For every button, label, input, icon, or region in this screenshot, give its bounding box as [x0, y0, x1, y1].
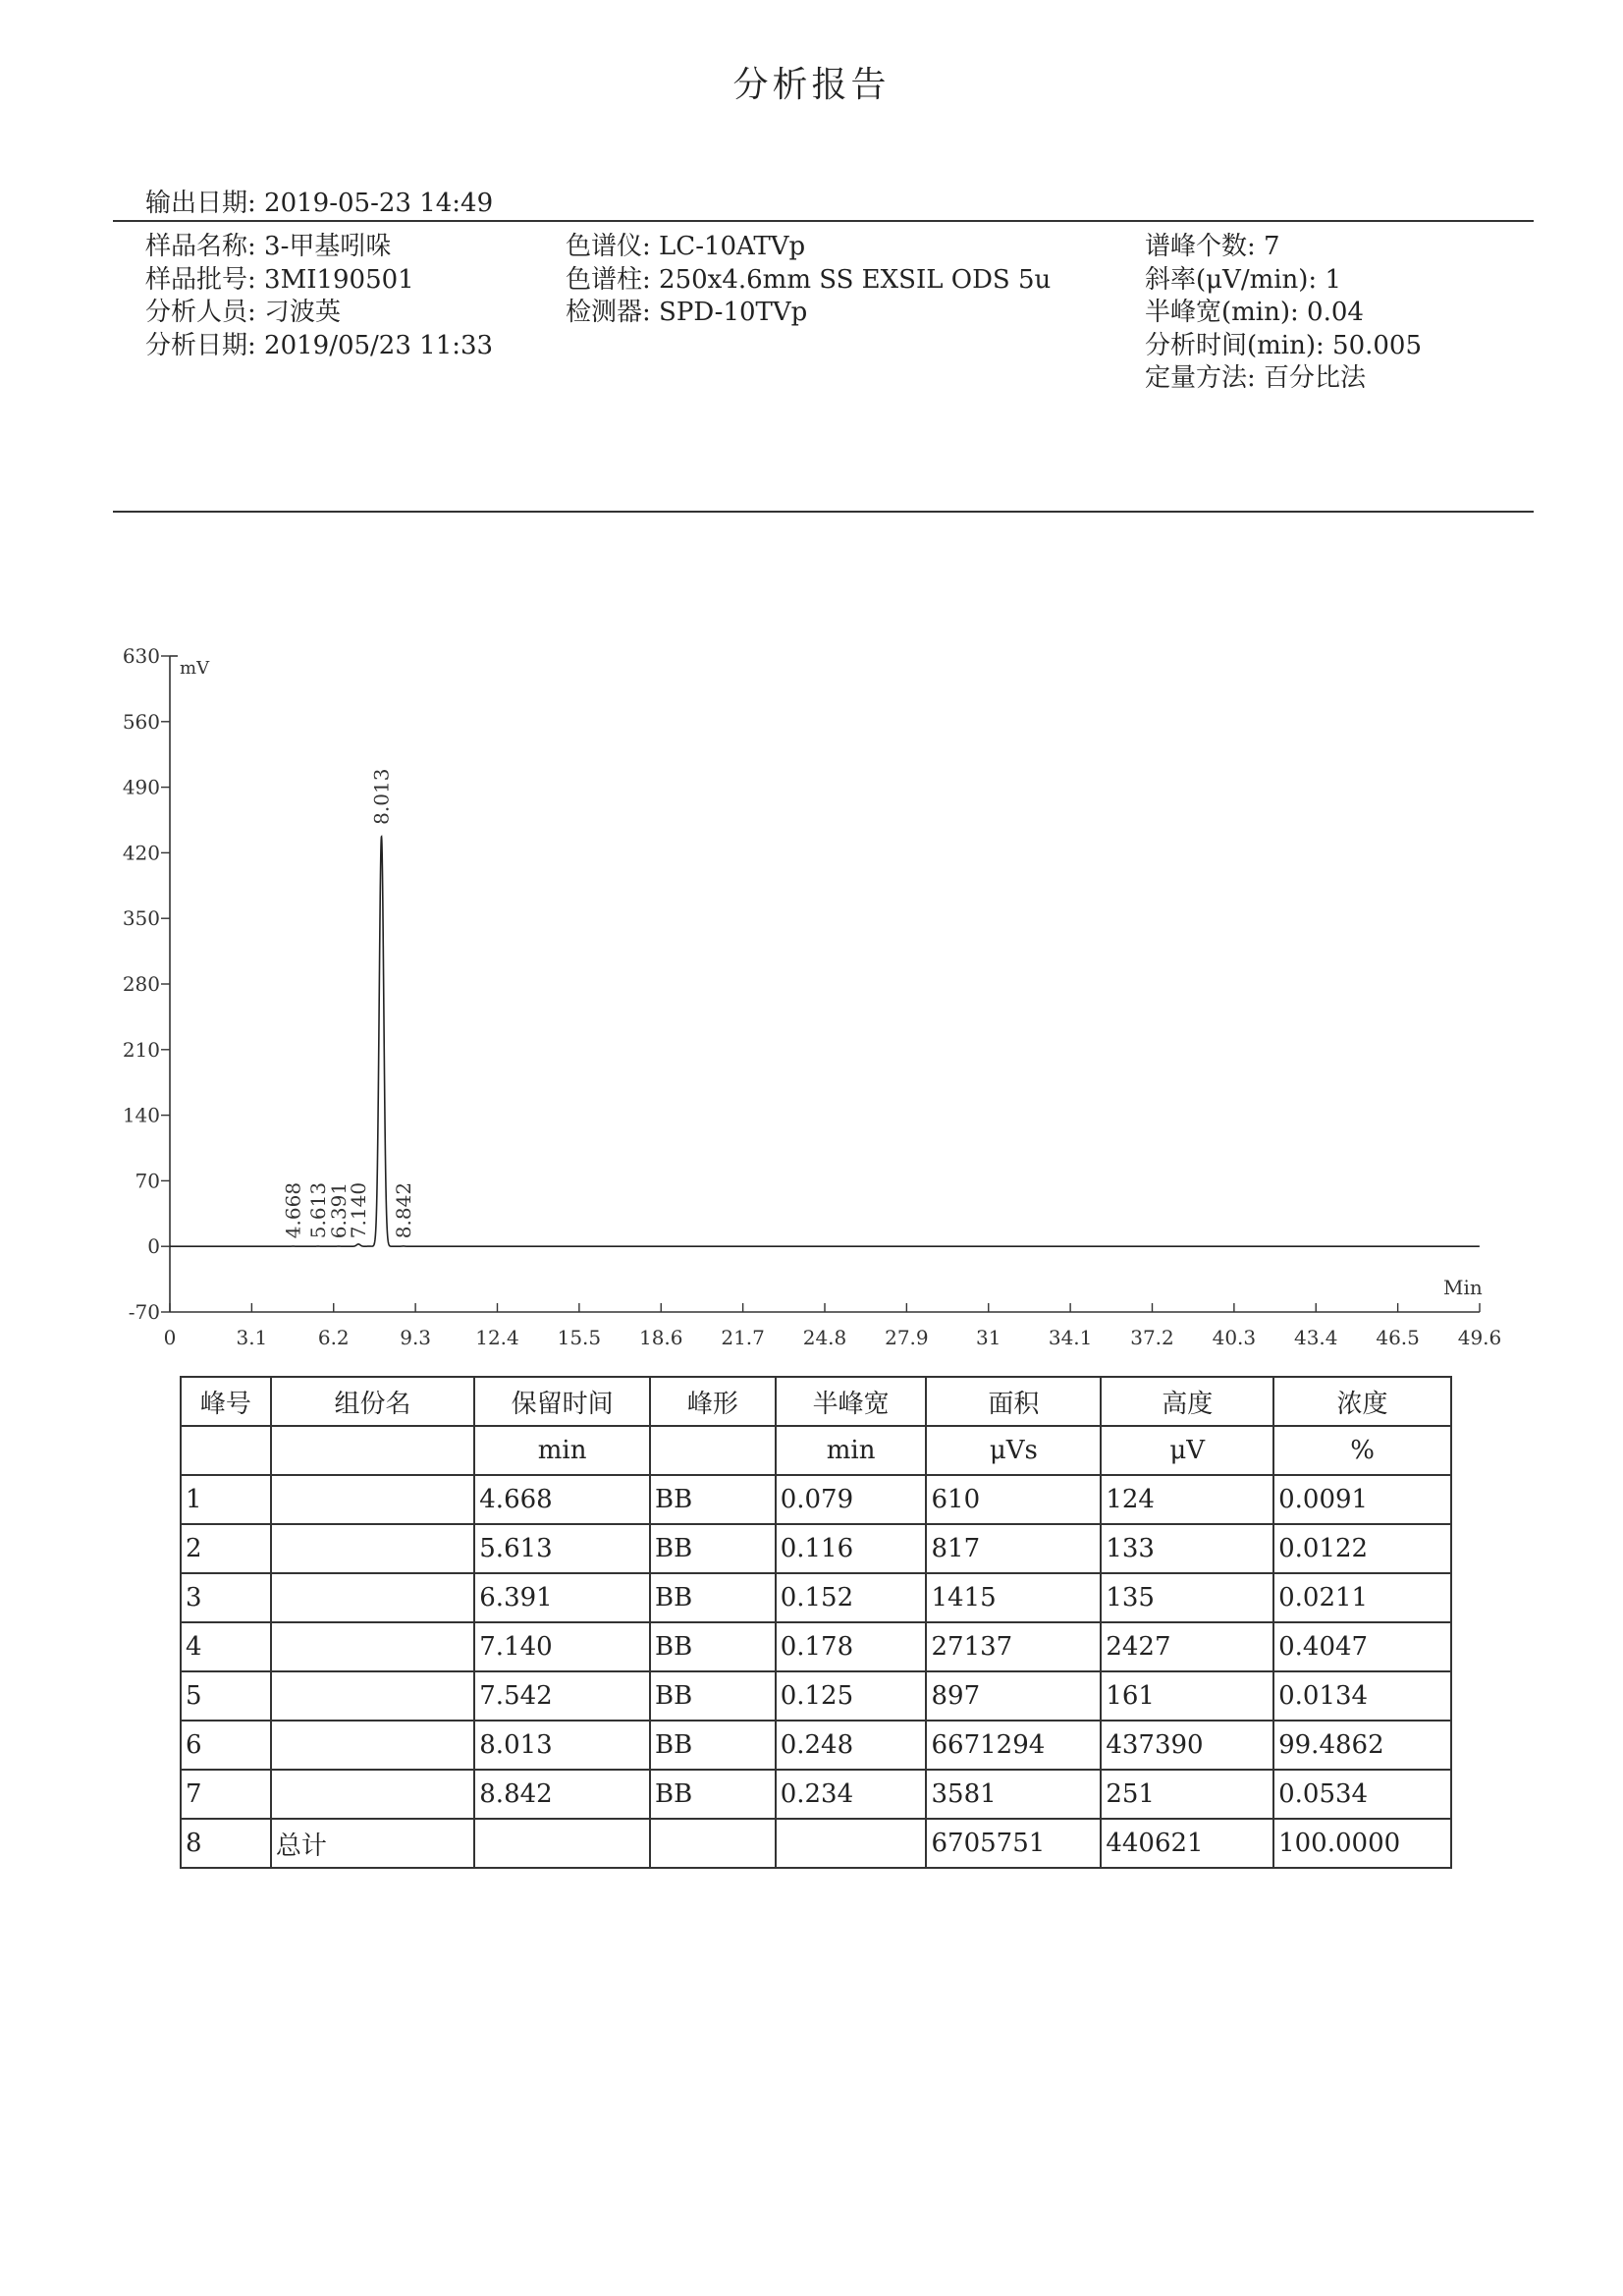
table-cell: 8	[181, 1819, 271, 1868]
table-row	[181, 1770, 1451, 1819]
x-tick-label: 49.6	[1457, 1326, 1502, 1349]
y-tick-label: 630	[122, 644, 160, 668]
analysis-time-value: 50.005	[1332, 330, 1423, 360]
y-axis-label: mV	[180, 658, 210, 679]
table-cell: 0.0534	[1273, 1770, 1451, 1819]
x-tick-label: 43.4	[1293, 1326, 1338, 1349]
table-cell: 3581	[926, 1770, 1101, 1819]
x-tick-label: 12.4	[475, 1326, 519, 1349]
peak-labels	[282, 769, 415, 1239]
sample-name-value: 3-甲基吲哚	[264, 232, 392, 261]
peak-label: 7.140	[347, 1181, 371, 1239]
table-cell: 浓度	[1273, 1377, 1451, 1426]
peak-count-label: 谱峰个数:	[1145, 232, 1256, 261]
y-tick-label: 560	[122, 709, 160, 734]
x-tick-label: 21.7	[721, 1326, 765, 1349]
column-label: 色谱柱:	[566, 264, 651, 295]
table-cell: 面积	[926, 1377, 1101, 1426]
table-cell: %	[1273, 1426, 1451, 1475]
y-tick-label: 210	[122, 1037, 160, 1062]
x-tick-label: 18.6	[638, 1326, 683, 1349]
x-tick-label: 24.8	[802, 1326, 847, 1349]
table-cell: 组份名	[271, 1377, 474, 1426]
table-cell: 440621	[1101, 1819, 1273, 1868]
table-cell: 610	[926, 1475, 1101, 1524]
sample-batch-value: 3MI190501	[264, 264, 414, 295]
table-cell: 7.542	[474, 1671, 650, 1721]
table-cell: 0.0211	[1273, 1573, 1451, 1622]
table-row	[181, 1671, 1451, 1721]
x-tick-label: 27.9	[885, 1326, 929, 1349]
table-cell: 6671294	[926, 1721, 1101, 1770]
output-date-value: 2019-05-23 14:49	[264, 189, 494, 218]
x-tick-label: 6.2	[317, 1326, 350, 1349]
table-cell: 1415	[926, 1573, 1101, 1622]
table-cell: 0.234	[776, 1770, 927, 1819]
x-tick-label: 3.1	[236, 1326, 268, 1349]
chromatograph-label: 色谱仪:	[566, 232, 651, 261]
table-cell: 6	[181, 1721, 271, 1770]
table-row	[181, 1622, 1451, 1671]
table-cell: 7	[181, 1770, 271, 1819]
table-cell: 高度	[1101, 1377, 1273, 1426]
y-tick-label: 420	[122, 841, 160, 865]
table-cell: 0.079	[776, 1475, 927, 1524]
table-cell: 4.668	[474, 1475, 650, 1524]
y-tick-label: 490	[122, 775, 160, 799]
peak-count-value: 7	[1264, 232, 1280, 261]
table-cell: 135	[1101, 1573, 1273, 1622]
y-tick-label: 280	[122, 972, 160, 996]
analysis-date-value: 2019/05/23 11:33	[264, 330, 494, 360]
x-axis-label: Min	[1443, 1276, 1483, 1299]
table-units-row	[181, 1426, 1451, 1475]
table-cell: 161	[1101, 1671, 1273, 1721]
analyst-value: 刁波英	[264, 298, 342, 327]
table-cell	[650, 1426, 776, 1475]
table-cell	[650, 1819, 776, 1868]
x-tick-label: 34.1	[1048, 1326, 1093, 1349]
table-cell: 0.178	[776, 1622, 927, 1671]
table-cell: 99.4862	[1273, 1721, 1451, 1770]
table-row	[181, 1819, 1451, 1868]
table-cell: BB	[650, 1671, 776, 1721]
x-tick-label: 15.5	[557, 1326, 602, 1349]
table-cell: 4	[181, 1622, 271, 1671]
table-cell: 437390	[1101, 1721, 1273, 1770]
slope-value: 1	[1325, 264, 1342, 295]
table-cell	[271, 1573, 474, 1622]
table-cell: min	[474, 1426, 650, 1475]
table-cell	[271, 1770, 474, 1819]
y-tick-label: 70	[135, 1169, 160, 1193]
table-cell: μVs	[926, 1426, 1101, 1475]
quant-method-label: 定量方法:	[1145, 363, 1256, 393]
table-cell: 半峰宽	[776, 1377, 927, 1426]
table-cell: 124	[1101, 1475, 1273, 1524]
y-tick-label: -70	[128, 1300, 160, 1324]
table-cell: 0.4047	[1273, 1622, 1451, 1671]
table-cell: 总计	[271, 1819, 474, 1868]
table-cell: 0.0122	[1273, 1524, 1451, 1573]
peak-label: 8.842	[391, 1181, 415, 1239]
table-cell	[776, 1819, 927, 1868]
table-cell: min	[776, 1426, 927, 1475]
table-cell: 100.0000	[1273, 1819, 1451, 1868]
table-cell: 0.125	[776, 1671, 927, 1721]
table-cell	[271, 1475, 474, 1524]
x-tick-label: 0	[163, 1326, 177, 1349]
table-row	[181, 1475, 1451, 1524]
table-cell: BB	[650, 1721, 776, 1770]
detector-value: SPD-10TVp	[659, 298, 808, 327]
table-cell: 保留时间	[474, 1377, 650, 1426]
table-row	[181, 1573, 1451, 1622]
table-row	[181, 1721, 1451, 1770]
table-cell: 峰号	[181, 1377, 271, 1426]
table-cell: BB	[650, 1475, 776, 1524]
table-cell	[271, 1426, 474, 1475]
table-cell: μV	[1101, 1426, 1273, 1475]
peak-label: 6.391	[326, 1181, 351, 1239]
output-date-label: 输出日期:	[145, 189, 256, 218]
table-cell: 0.0134	[1273, 1671, 1451, 1721]
peak-label: 8.013	[369, 768, 394, 825]
x-tick-label: 37.2	[1130, 1326, 1174, 1349]
table-cell: BB	[650, 1573, 776, 1622]
quant-method-value: 百分比法	[1264, 363, 1367, 393]
table-cell: 817	[926, 1524, 1101, 1573]
table-cell: 0.248	[776, 1721, 927, 1770]
half-width-label: 半峰宽(min):	[1145, 298, 1299, 327]
x-tick-label: 9.3	[400, 1326, 432, 1349]
x-tick-label: 40.3	[1212, 1326, 1257, 1349]
table-cell: 8.013	[474, 1721, 650, 1770]
peak-label: 4.668	[281, 1181, 305, 1239]
table-row	[181, 1524, 1451, 1573]
table-cell	[271, 1524, 474, 1573]
peak-table	[180, 1376, 1452, 1869]
table-cell: 8.842	[474, 1770, 650, 1819]
table-cell: BB	[650, 1622, 776, 1671]
analysis-time-label: 分析时间(min):	[1145, 330, 1325, 360]
table-cell: 7.140	[474, 1622, 650, 1671]
peak-label: 5.613	[305, 1181, 330, 1239]
table-cell: 2427	[1101, 1622, 1273, 1671]
table-cell: 0.0091	[1273, 1475, 1451, 1524]
slope-label: 斜率(μV/min):	[1145, 264, 1318, 295]
table-cell: 5	[181, 1671, 271, 1721]
y-ticks	[123, 644, 170, 1324]
table-cell	[271, 1671, 474, 1721]
table-cell: BB	[650, 1524, 776, 1573]
table-cell: 897	[926, 1671, 1101, 1721]
table-cell: 251	[1101, 1770, 1273, 1819]
y-tick-label: 0	[147, 1234, 160, 1259]
table-cell: 0.116	[776, 1524, 927, 1573]
x-tick-label: 31	[976, 1326, 1001, 1349]
table-cell: 峰形	[650, 1377, 776, 1426]
half-width-value: 0.04	[1307, 298, 1364, 327]
detector-label: 检测器:	[566, 298, 651, 327]
table-cell: BB	[650, 1770, 776, 1819]
peak-table-body	[181, 1377, 1451, 1868]
sample-name-label: 样品名称:	[145, 232, 256, 261]
chromatograph-value: LC-10ATVp	[659, 232, 806, 261]
table-cell: 5.613	[474, 1524, 650, 1573]
table-cell: 133	[1101, 1524, 1273, 1573]
y-tick-label: 140	[122, 1103, 160, 1127]
y-tick-label: 350	[122, 906, 160, 931]
sample-batch-label: 样品批号:	[145, 264, 256, 295]
table-cell: 6.391	[474, 1573, 650, 1622]
table-cell	[271, 1622, 474, 1671]
table-cell: 27137	[926, 1622, 1101, 1671]
analysis-date-label: 分析日期:	[145, 330, 256, 360]
table-cell: 3	[181, 1573, 271, 1622]
table-cell	[181, 1426, 271, 1475]
x-ticks	[164, 1303, 1502, 1349]
table-cell: 1	[181, 1475, 271, 1524]
column-value: 250x4.6mm SS EXSIL ODS 5u	[659, 264, 1052, 295]
table-cell: 6705751	[926, 1819, 1101, 1868]
table-header-row	[181, 1377, 1451, 1426]
table-cell	[474, 1819, 650, 1868]
table-cell	[271, 1721, 474, 1770]
analyst-label: 分析人员:	[145, 298, 256, 327]
report-title: 分析报告	[732, 65, 891, 105]
table-cell: 2	[181, 1524, 271, 1573]
table-cell: 0.152	[776, 1573, 927, 1622]
x-tick-label: 46.5	[1376, 1326, 1420, 1349]
